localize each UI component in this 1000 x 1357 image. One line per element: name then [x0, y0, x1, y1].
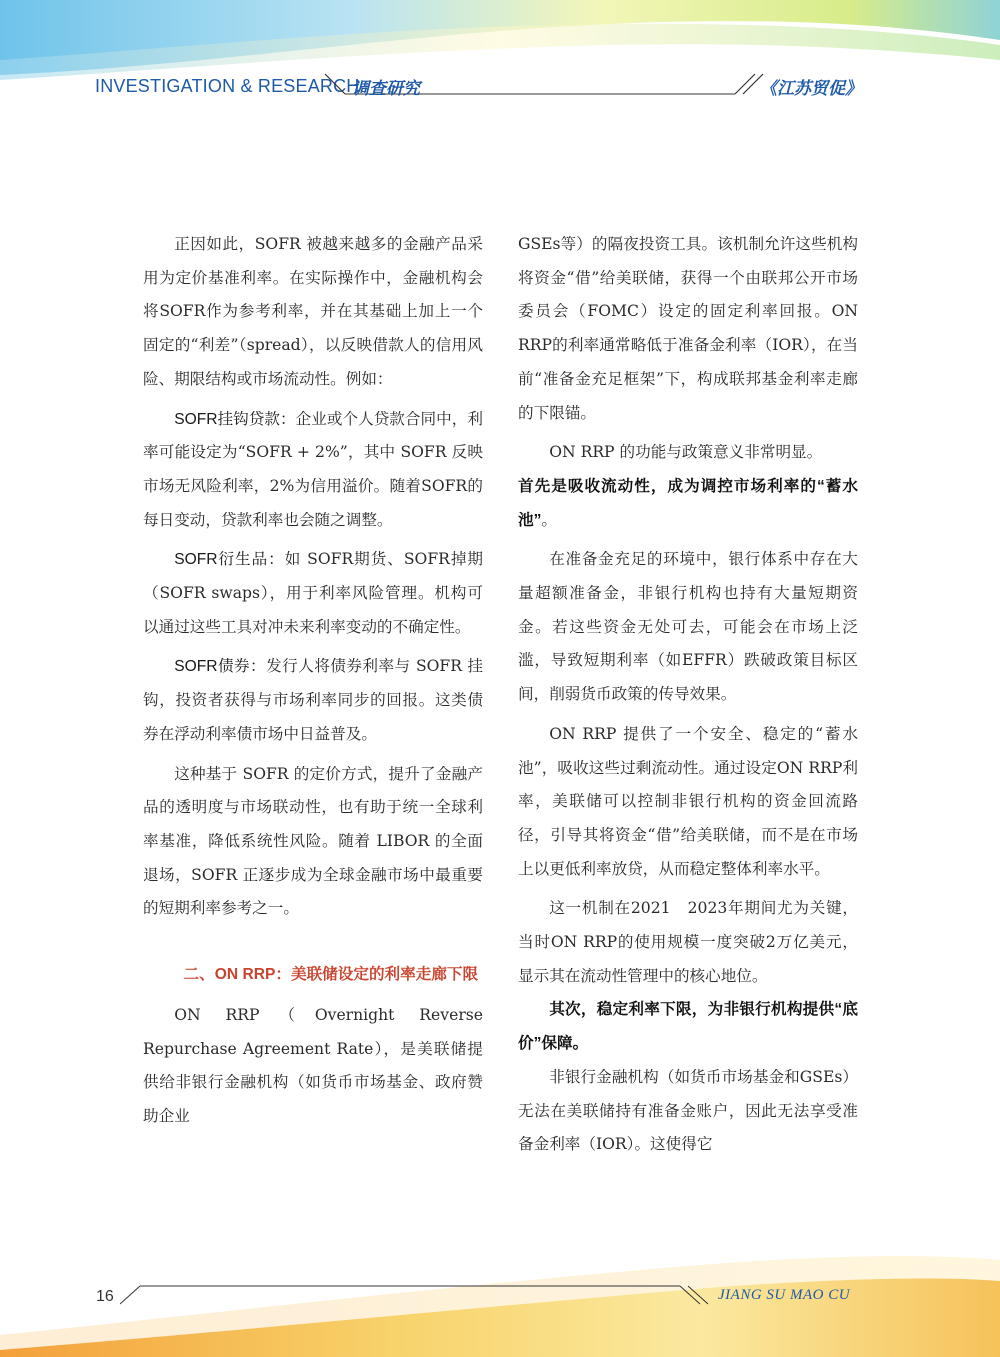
- paragraph: 正因如此，SOFR 被越来越多的金融产品采用为定价基准利率。在实际操作中，金融机构会将SOFR作为参考利率，并在其基础上加上一个固定的“利差”（spread），以反映借款人的信用风险、期限结构或市场流动性。例如：: [143, 235, 483, 388]
- paragraph: 这种基于 SOFR 的定价方式，提升了金融产品的透明度与市场联动性，也有助于统一全球利率基准，降低系统性风险。随着 LIBOR 的全面退场，SOFR 正逐步成为全球金融市场中最重要的短期利率参考之一。: [143, 764, 483, 918]
- section-heading: 二、ON RRP：美联储设定的利率走廊下限: [183, 966, 479, 984]
- left-text-column: [143, 228, 483, 1134]
- paragraph: 这一机制在2021 2023年期间尤为关键，当时ON RRP的使用规模一度突破2万亿美元，显示其在流动性管理中的核心地位。: [518, 899, 858, 985]
- paragraph: 非银行金融机构（如货币市场基金和GSEs）无法在美联储持有准备金账户，因此无法享受准备金利率（IOR）。这使得它: [518, 1067, 858, 1154]
- paragraph-tail: 。: [541, 510, 558, 529]
- paragraph-body: 发行人将债券利率与 SOFR 挂钩，投资者获得与市场利率同步的回报。这类债券在浮动利率债市场中日益普及。: [143, 657, 483, 743]
- paragraph: [143, 403, 483, 538]
- paragraph: ON RRP 的功能与政策意义非常明显。: [549, 443, 823, 462]
- paragraph: [143, 650, 483, 751]
- paragraph: ON RRP（Overnight Reverse Repurchase Agreement Rate），是美联储提供给非银行金融机构（如货币市场基金、政府赞助企业: [143, 1006, 483, 1126]
- header-section-label: INVESTIGATION & RESEARCH: [95, 76, 360, 96]
- paragraph: ON RRP 提供了一个安全、稳定的“蓄水池”，吸收这些过剩流动性。通过设定ON RRP利率，美联储可以控制非银行机构的资金回流路径，引导其将资金“借”给美联储，而不是在市场上以更低利率放贷，从而稳定整体利率水平。: [518, 724, 858, 878]
- right-text-column: [518, 228, 858, 1162]
- paragraph: GSEs等）的隔夜投资工具。该机制允许这些机构将资金“借”给美联储，获得一个由联邦公开市场委员会（FOMC）设定的固定利率回报。ON RRP的利率通常略低于准备金利率（IOR），在当前“准备金充足框架”下，构成联邦基金利率走廊的下限锚。: [518, 235, 858, 422]
- page-number: 16: [96, 1288, 114, 1305]
- paragraph-body: 如 SOFR期货、SOFR掉期（SOFR swaps），用于利率风险管理。机构可以通过这些工具对冲未来利率变动的不确定性。: [143, 550, 483, 636]
- paragraph: [518, 470, 858, 537]
- footer-magazine-name: JIANG SU MAO CU: [718, 1287, 851, 1303]
- bold-statement: 首先是吸收流动性，成为调控市场利率的“蓄水池”: [518, 477, 858, 529]
- paragraph: [518, 993, 858, 1060]
- footer-divider-line: [120, 1284, 720, 1306]
- term-lead: SOFR挂钩贷款：: [174, 410, 296, 428]
- header-magazine-name: 《江苏贸促》: [760, 79, 862, 99]
- paragraph: [143, 543, 483, 644]
- header-column-title: 调查研究: [352, 79, 420, 99]
- term-lead: SOFR债券：: [174, 658, 267, 676]
- paragraph-body: 企业或个人贷款合同中，利率可能设定为“SOFR + 2%”，其中 SOFR 反映市场无风险利率，2%为信用溢价。随着SOFR的每日变动，贷款利率也会随之调整。: [143, 409, 483, 529]
- paragraph: 在准备金充足的环境中，银行体系中存在大量超额准备金，非银行机构也持有大量短期资金。若这些资金无处可去，可能会在市场上泛滥，导致短期利率（如EFFR）跌破政策目标区间，削弱货币政策的传导效果。: [518, 550, 858, 704]
- bold-statement: 其次，稳定利率下限，为非银行机构提供“底价”保障。: [518, 1001, 858, 1053]
- term-lead: SOFR衍生品：: [174, 551, 285, 569]
